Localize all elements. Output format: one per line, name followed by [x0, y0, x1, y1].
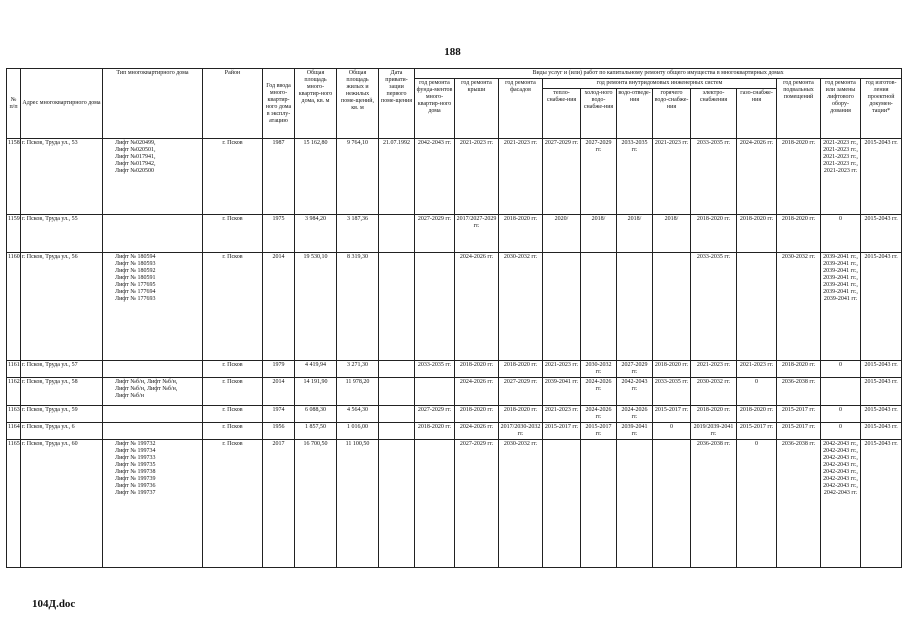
lift-entry: Лифт №020500 — [115, 168, 155, 174]
lift-entry: Лифт №017941, — [115, 154, 156, 160]
cell-living: 11 978,20 — [337, 378, 379, 406]
cell-electric: 2021-2023 гг. — [691, 361, 737, 378]
cell-district: г. Псков — [203, 423, 263, 440]
col-cold: холод-ного водо-снабже-ния — [581, 89, 617, 139]
cell-year: 2014 — [263, 253, 295, 361]
cell-heat: 2039-2041 гг. — [543, 378, 581, 406]
lift-entry: Лифт № 199737 — [115, 490, 156, 496]
cell-living: 3 271,30 — [337, 361, 379, 378]
elevator-entry: 2039-2041 гг., — [823, 289, 858, 295]
col-elevator: год ремонта или замены лифтового обору-дования — [821, 79, 861, 139]
lift-entry: Лифт № 199733 — [115, 455, 156, 461]
cell-year: 2014 — [263, 378, 295, 406]
cell-foundation — [415, 253, 455, 361]
cell-sewer: 2027-2029 гг. — [617, 361, 653, 378]
cell-num: 1158 — [7, 139, 21, 215]
lift-entry: Лифт №б/н, Лифт №б/н, — [115, 379, 178, 385]
cell-elevator — [821, 440, 861, 568]
elevator-entry: 0 — [839, 424, 842, 430]
cell-cold: 2027-2029 гг. — [581, 139, 617, 215]
cell-year: 1956 — [263, 423, 295, 440]
cell-facade: 2030-2032 гг. — [499, 440, 543, 568]
table-body — [7, 139, 902, 568]
elevator-entry: 2039-2041 гг., — [823, 282, 858, 288]
col-foundation: год ремонта фунда-ментов много-квартир-ного дома — [415, 79, 455, 139]
capital-repair-table — [6, 68, 902, 568]
cell-sewer: 2039-2041 гг. — [617, 423, 653, 440]
cell-roof: 2024-2026 гг. — [455, 253, 499, 361]
cell-cold: 2024-2026 гг. — [581, 378, 617, 406]
lift-entry: Лифт № 199734 — [115, 448, 156, 454]
cell-heat — [543, 253, 581, 361]
cell-cold: 2030-2032 гг. — [581, 361, 617, 378]
cell-gas: 2018-2020 гг. — [737, 215, 777, 253]
cell-total: 4 419,94 — [295, 361, 337, 378]
col-district: Район — [203, 69, 263, 139]
cell-sewer: 2024-2026 гг. — [617, 406, 653, 423]
cell-hot: 0 — [653, 423, 691, 440]
table-row — [7, 253, 902, 361]
cell-hot: 2021-2023 гг. — [653, 139, 691, 215]
cell-electric: 2019/2039-2041 гг. — [691, 423, 737, 440]
lift-entry: Лифт № 199732 — [115, 441, 156, 447]
col-roof: год ремонта крыши — [455, 79, 499, 139]
cell-living: 11 100,50 — [337, 440, 379, 568]
elevator-entry: 2039-2041 гг., — [823, 268, 858, 274]
cell-heat — [543, 440, 581, 568]
elevator-entry: 0 — [839, 407, 842, 413]
lift-entry: Лифт №020501, — [115, 147, 156, 153]
elevator-entry: 2042-2043 гг., — [823, 469, 858, 475]
cell-sewer: 2033-2035 гг. — [617, 139, 653, 215]
cell-roof: 2018-2020 гг. — [455, 361, 499, 378]
cell-facade: 2030-2032 гг. — [499, 253, 543, 361]
cell-gas: 2024-2026 гг. — [737, 139, 777, 215]
col-design: год изготов-ления проектной докумен-тации* — [861, 79, 902, 139]
cell-facade: 2021-2023 гг. — [499, 139, 543, 215]
cell-district: г. Псков — [203, 215, 263, 253]
cell-cold: 2015-2017 гг. — [581, 423, 617, 440]
cell-facade: 2017/2030-2032 гг. — [499, 423, 543, 440]
col-sewer: водо-отведе-ния — [617, 89, 653, 139]
cell-living: 9 764,10 — [337, 139, 379, 215]
table-row — [7, 378, 902, 406]
cell-address: г. Псков, Труда ул., 57 — [21, 361, 103, 378]
table-row — [7, 440, 902, 568]
cell-gas: 0 — [737, 440, 777, 568]
elevator-entry: 2039-2041 гг., — [823, 254, 858, 260]
cell-num: 1161 — [7, 361, 21, 378]
cell-foundation — [415, 378, 455, 406]
cell-priv — [379, 406, 415, 423]
cell-elevator — [821, 378, 861, 406]
cell-year: 1979 — [263, 361, 295, 378]
cell-basement: 2018-2020 гг. — [777, 361, 821, 378]
cell-facade: 2018-2020 гг. — [499, 361, 543, 378]
cell-basement: 2018-2020 гг. — [777, 139, 821, 215]
elevator-entry: 2042-2043 гг., — [823, 462, 858, 468]
cell-district: г. Псков — [203, 361, 263, 378]
cell-elevator — [821, 361, 861, 378]
cell-gas: 2015-2017 гг. — [737, 423, 777, 440]
cell-living: 4 564,30 — [337, 406, 379, 423]
elevator-entry: 2021-2023 гг., — [823, 161, 858, 167]
lift-entry: Лифт №017942, — [115, 161, 156, 167]
table-row — [7, 406, 902, 423]
cell-foundation: 2027-2029 гг. — [415, 215, 455, 253]
lift-entry: Лифт № 177695 — [115, 282, 156, 288]
col-gas: газо-снабже-ния — [737, 89, 777, 139]
cell-gas: 0 — [737, 378, 777, 406]
cell-address: г. Псков, Труда ул., 58 — [21, 378, 103, 406]
col-address: Адрес многоквартирного дома — [21, 69, 103, 139]
table-row — [7, 215, 902, 253]
cell-heat: 2027-2029 гг. — [543, 139, 581, 215]
cell-num: 1159 — [7, 215, 21, 253]
cell-living: 3 187,36 — [337, 215, 379, 253]
cell-hot — [653, 253, 691, 361]
elevator-entry: 0 — [839, 216, 842, 222]
cell-year: 1975 — [263, 215, 295, 253]
elevator-entry: 2042-2043 гг., — [823, 455, 858, 461]
cell-year: 1987 — [263, 139, 295, 215]
cell-year: 2017 — [263, 440, 295, 568]
cell-elevator — [821, 253, 861, 361]
cell-living: 8 319,30 — [337, 253, 379, 361]
lift-entry: Лифт № 199735 — [115, 462, 156, 468]
cell-heat: 2021-2023 гг. — [543, 361, 581, 378]
cell-facade: 2018-2020 гг. — [499, 215, 543, 253]
cell-district: г. Псков — [203, 378, 263, 406]
cell-heat: 2015-2017 гг. — [543, 423, 581, 440]
cell-electric: 2033-2035 гг. — [691, 139, 737, 215]
cell-electric: 2018-2020 гг. — [691, 406, 737, 423]
cell-design: 2015-2043 гг. — [861, 423, 902, 440]
cell-electric: 2036-2038 гг. — [691, 440, 737, 568]
table-row — [7, 423, 902, 440]
cell-roof: 2027-2029 гг. — [455, 440, 499, 568]
cell-facade: 2027-2029 гг. — [499, 378, 543, 406]
cell-type — [103, 139, 203, 215]
cell-district: г. Псков — [203, 406, 263, 423]
cell-gas: 2021-2023 гг. — [737, 361, 777, 378]
cell-priv — [379, 423, 415, 440]
cell-total: 3 984,20 — [295, 215, 337, 253]
cell-hot — [653, 440, 691, 568]
cell-district: г. Псков — [203, 253, 263, 361]
cell-cold — [581, 440, 617, 568]
cell-priv — [379, 215, 415, 253]
cell-address: г. Псков, Труда ул., 59 — [21, 406, 103, 423]
cell-foundation: 2033-2035 гг. — [415, 361, 455, 378]
cell-design: 2015-2043 гг. — [861, 253, 902, 361]
cell-living: 1 016,00 — [337, 423, 379, 440]
lift-entry: Лифт №б/н, Лифт №б/н, — [115, 386, 178, 392]
cell-elevator — [821, 215, 861, 253]
cell-hot: 2018/ — [653, 215, 691, 253]
cell-type — [103, 440, 203, 568]
lift-entry: Лифт № 180594 — [115, 254, 156, 260]
cell-facade: 2018-2020 гг. — [499, 406, 543, 423]
elevator-entry: 2021-2023 гг. — [823, 168, 858, 174]
cell-type — [103, 253, 203, 361]
cell-address: г. Псков, Труда ул., 55 — [21, 215, 103, 253]
cell-total: 19 530,10 — [295, 253, 337, 361]
cell-address: г. Псков, Труда ул., 60 — [21, 440, 103, 568]
cell-hot: 2015-2017 гг. — [653, 406, 691, 423]
cell-roof: 2024-2026 гг. — [455, 423, 499, 440]
cell-basement: 2015-2017 гг. — [777, 423, 821, 440]
elevator-entry: 2042-2043 гг., — [823, 441, 858, 447]
table-row — [7, 139, 902, 215]
col-type: Тип многоквартирного дома — [103, 69, 203, 139]
lift-entry: Лифт № 199738 — [115, 469, 156, 475]
lift-entry: Лифт № 180592 — [115, 268, 156, 274]
cell-gas: 2018-2020 гг. — [737, 406, 777, 423]
lift-entry: Лифт № 177693 — [115, 296, 156, 302]
cell-year: 1974 — [263, 406, 295, 423]
lift-entry: Лифт №б/н — [115, 393, 144, 399]
cell-priv — [379, 253, 415, 361]
col-basement: год ремонта подвальных помещений — [777, 79, 821, 139]
lift-entry: Лифт №020499, — [115, 140, 156, 146]
elevator-entry: 2021-2023 гг., — [823, 140, 858, 146]
cell-electric: 2033-2035 гг. — [691, 253, 737, 361]
footer-filename: 104Д.doc — [32, 598, 76, 610]
cell-priv — [379, 361, 415, 378]
lift-entry: Лифт № 180591 — [115, 275, 156, 281]
lift-entry: Лифт № 199736 — [115, 483, 156, 489]
col-total-area: Общая площадь много-квартир-ного дома, кв. м — [295, 69, 337, 139]
cell-type — [103, 378, 203, 406]
cell-basement: 2015-2017 гг. — [777, 406, 821, 423]
cell-cold — [581, 253, 617, 361]
cell-sewer — [617, 253, 653, 361]
cell-heat: 2020/ — [543, 215, 581, 253]
cell-design: 2015-2043 гг. — [861, 406, 902, 423]
col-living-area: Общая площадь жилых и нежилых поме-щений, кв. м — [337, 69, 379, 139]
cell-type — [103, 423, 203, 440]
cell-basement: 2030-2032 гг. — [777, 253, 821, 361]
cell-priv — [379, 440, 415, 568]
cell-design: 2015-2043 гг. — [861, 361, 902, 378]
cell-total: 1 857,50 — [295, 423, 337, 440]
elevator-entry: 2021-2023 гг., — [823, 154, 858, 160]
elevator-entry: 2042-2043 гг., — [823, 448, 858, 454]
cell-type — [103, 215, 203, 253]
cell-electric: 2030-2032 гг. — [691, 378, 737, 406]
cell-type — [103, 361, 203, 378]
elevator-entry: 2039-2041 гг. — [823, 296, 858, 302]
cell-priv — [379, 378, 415, 406]
cell-cold: 2018/ — [581, 215, 617, 253]
cell-electric: 2018-2020 гг. — [691, 215, 737, 253]
col-heat: тепло-снабже-ния — [543, 89, 581, 139]
cell-foundation: 2042-2043 гг. — [415, 139, 455, 215]
cell-district: г. Псков — [203, 139, 263, 215]
lift-entry: Лифт № 199739 — [115, 476, 156, 482]
cell-foundation — [415, 440, 455, 568]
lift-entry: Лифт № 180593 — [115, 261, 156, 267]
elevator-entry: 2042-2043 гг., — [823, 483, 858, 489]
col-hot: горячего водо-снабже-ния — [653, 89, 691, 139]
cell-roof: 2021-2023 гг. — [455, 139, 499, 215]
col-num: № п/п — [7, 69, 21, 139]
cell-address: г. Псков, Труда ул., 6 — [21, 423, 103, 440]
table-row — [7, 361, 902, 378]
cell-total: 15 162,80 — [295, 139, 337, 215]
cell-num: 1165 — [7, 440, 21, 568]
cell-roof: 2024-2026 гг. — [455, 378, 499, 406]
elevator-entry: 2042-2043 гг., — [823, 476, 858, 482]
col-facade: год ремонта фасадов — [499, 79, 543, 139]
cell-gas — [737, 253, 777, 361]
cell-foundation: 2018-2020 гг. — [415, 423, 455, 440]
cell-cold: 2024-2026 гг. — [581, 406, 617, 423]
cell-foundation: 2027-2029 гг. — [415, 406, 455, 423]
cell-num: 1162 — [7, 378, 21, 406]
cell-total: 6 088,30 — [295, 406, 337, 423]
cell-elevator — [821, 406, 861, 423]
cell-basement: 2018-2020 гг. — [777, 215, 821, 253]
cell-basement: 2036-2038 гг. — [777, 440, 821, 568]
cell-priv: 21.07.1992 — [379, 139, 415, 215]
cell-design: 2015-2043 гг. — [861, 139, 902, 215]
cell-address: г. Псков, Труда ул., 53 — [21, 139, 103, 215]
elevator-entry: 2021-2023 гг., — [823, 147, 858, 153]
col-services: Виды услуг и (или) работ по капитальному ремонту общего имущества в многоквартирных домах — [415, 69, 902, 79]
col-year: Год ввода много-квартир-ного дома в эксплу-атацию — [263, 69, 295, 139]
cell-design: 2015-2043 гг. — [861, 378, 902, 406]
cell-elevator — [821, 139, 861, 215]
col-engineering: год ремонта внутридомовых инженерных систем — [543, 79, 777, 89]
cell-total: 14 191,90 — [295, 378, 337, 406]
cell-total: 16 700,50 — [295, 440, 337, 568]
cell-basement: 2036-2038 гг. — [777, 378, 821, 406]
cell-num: 1160 — [7, 253, 21, 361]
lift-entry: Лифт № 177694 — [115, 289, 156, 295]
col-electric: электро-снабжения — [691, 89, 737, 139]
cell-design: 2015-2043 гг. — [861, 440, 902, 568]
page-number: 188 — [444, 46, 461, 58]
cell-heat: 2021-2023 гг. — [543, 406, 581, 423]
cell-num: 1164 — [7, 423, 21, 440]
cell-sewer — [617, 440, 653, 568]
cell-num: 1163 — [7, 406, 21, 423]
cell-hot: 2033-2035 гг. — [653, 378, 691, 406]
cell-address: г. Псков, Труда ул., 56 — [21, 253, 103, 361]
cell-sewer: 2018/ — [617, 215, 653, 253]
cell-roof: 2018-2020 гг. — [455, 406, 499, 423]
cell-roof: 2017/2027-2029 гг. — [455, 215, 499, 253]
cell-district: г. Псков — [203, 440, 263, 568]
elevator-entry: 2039-2041 гг., — [823, 261, 858, 267]
elevator-entry: 0 — [839, 362, 842, 368]
elevator-entry: 2042-2043 гг. — [823, 490, 858, 496]
cell-sewer: 2042-2043 гг. — [617, 378, 653, 406]
col-priv-date: Дата привати-зации первого поме-щения — [379, 69, 415, 139]
cell-type — [103, 406, 203, 423]
cell-elevator — [821, 423, 861, 440]
cell-design: 2015-2043 гг. — [861, 215, 902, 253]
cell-hot: 2018-2020 гг. — [653, 361, 691, 378]
elevator-entry: 2039-2041 гг., — [823, 275, 858, 281]
